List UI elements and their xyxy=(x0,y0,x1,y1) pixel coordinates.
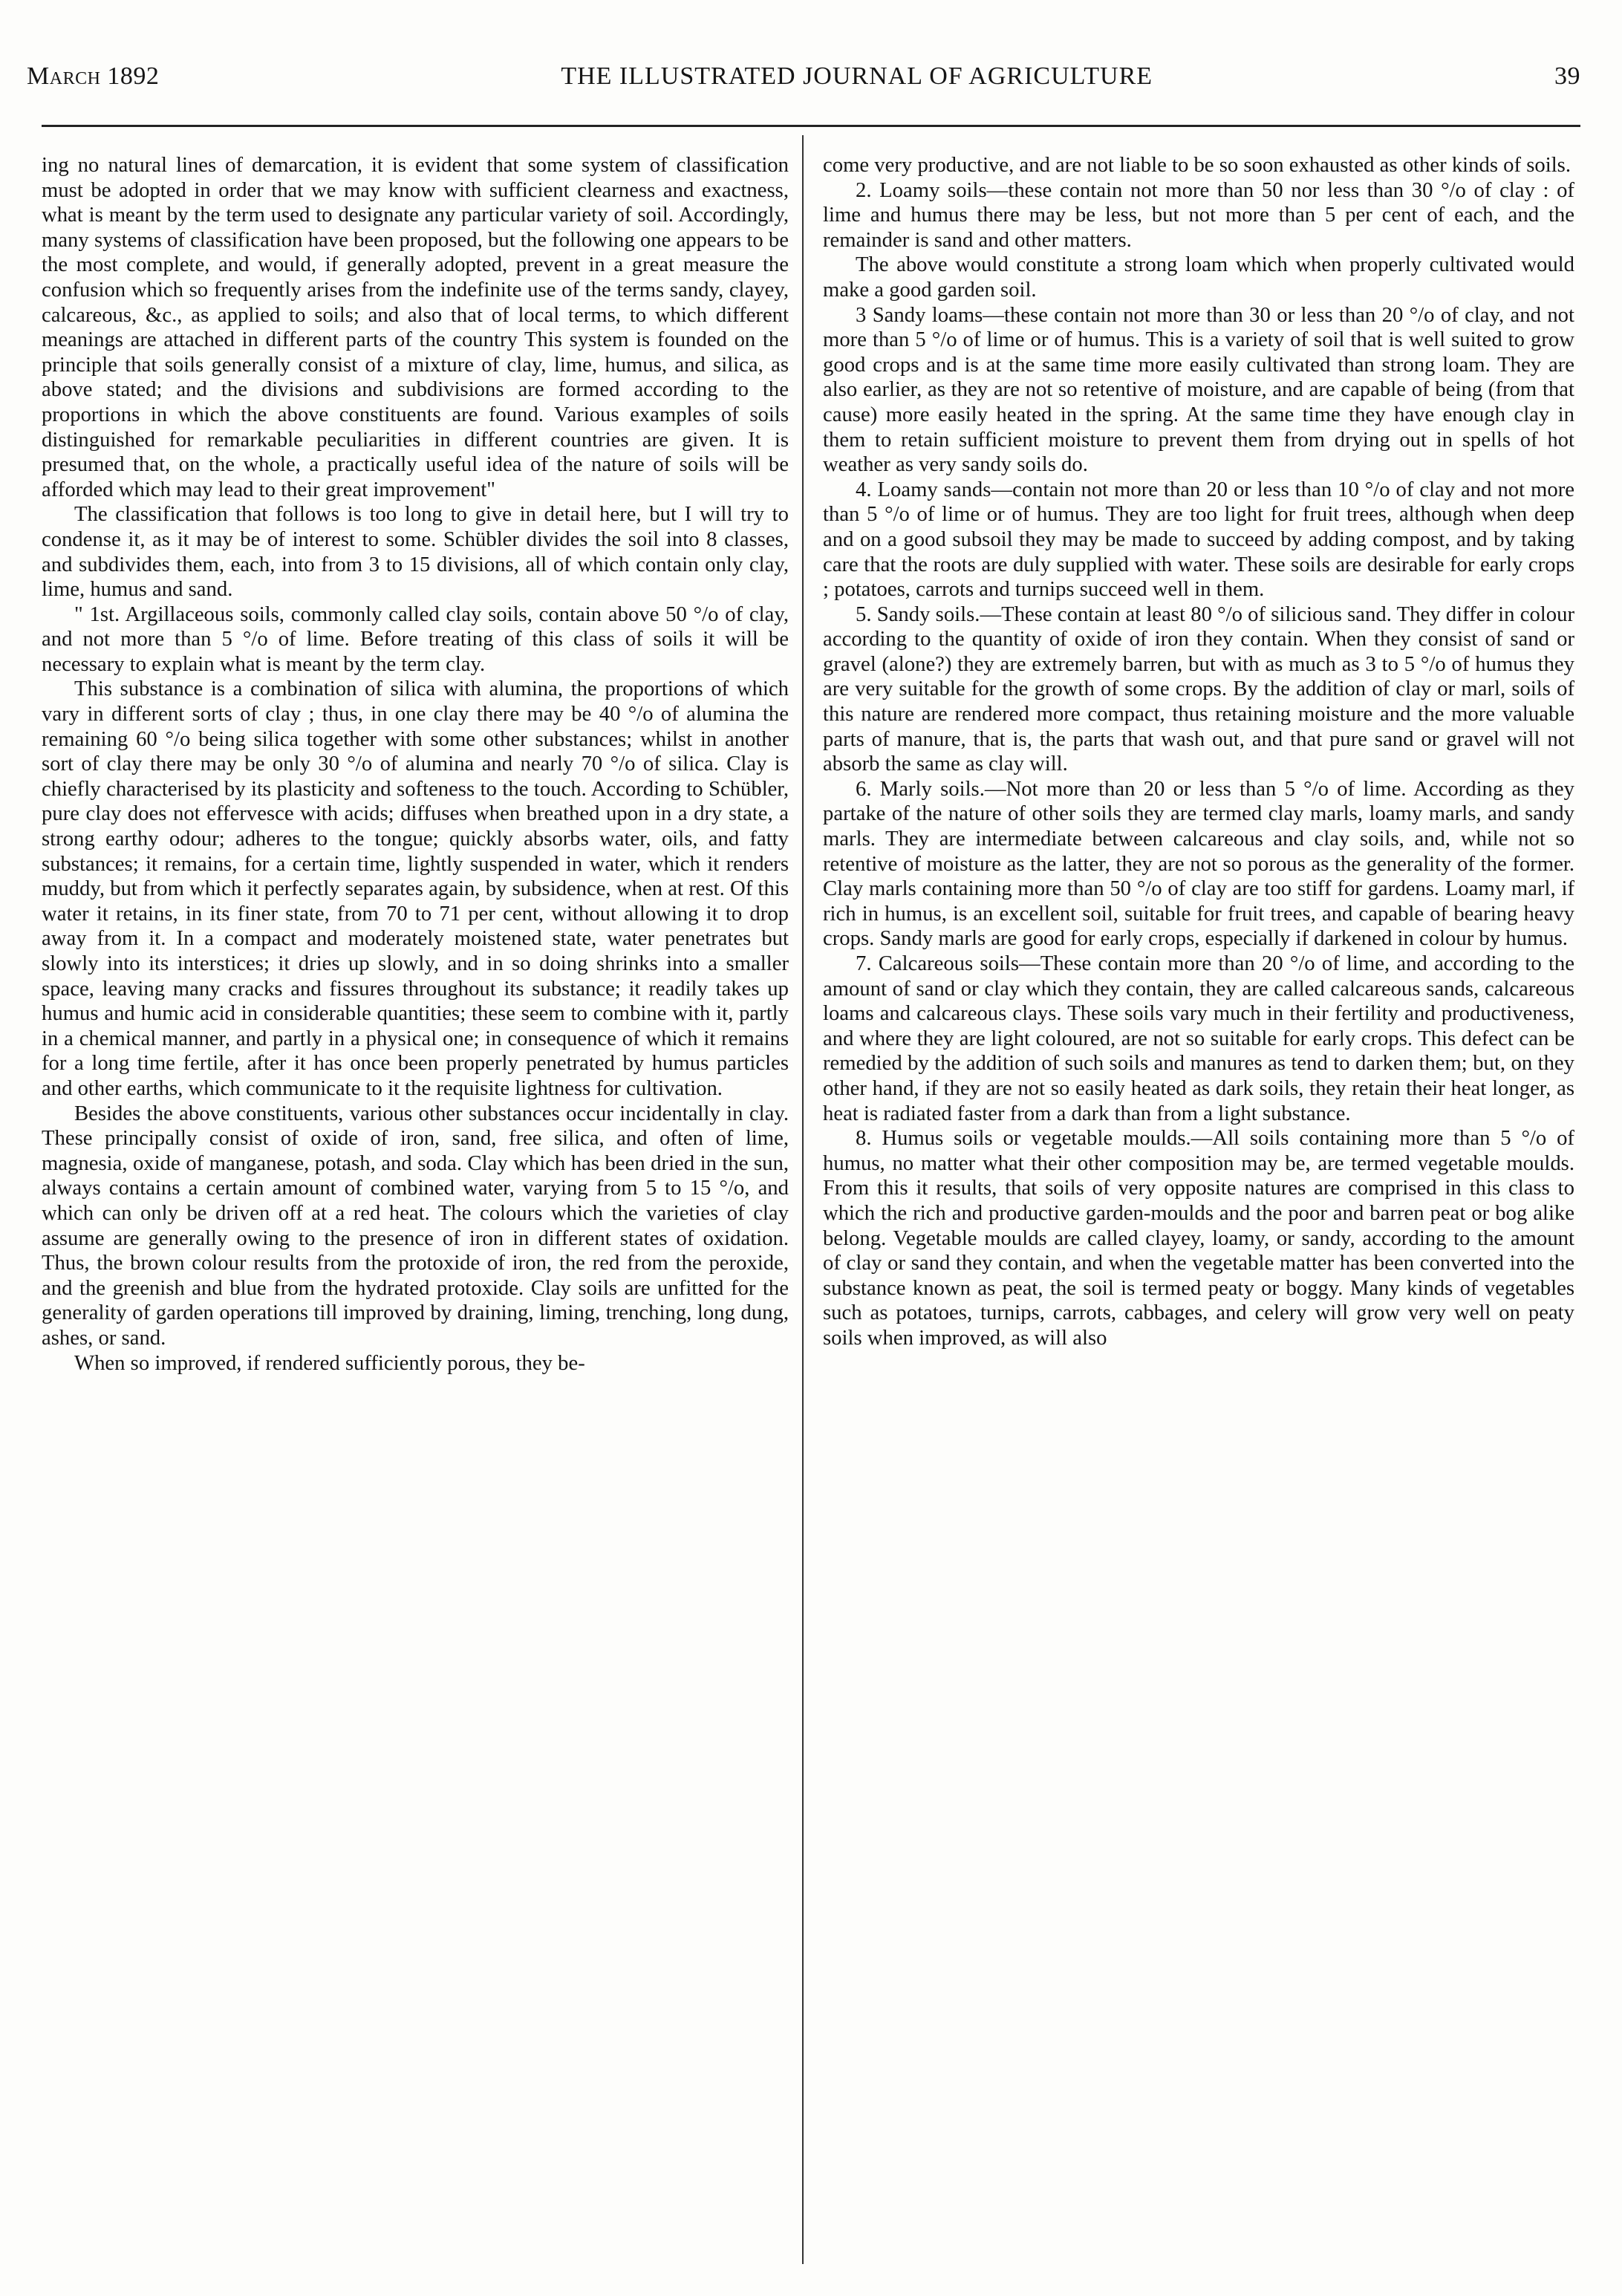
journal-title: THE ILLUSTRATED JOURNAL OF AGRICULTURE xyxy=(561,62,1153,90)
paragraph: 8. Humus soils or vegetable moulds.—All soils containing more than 5 °/o of humus, no matter what their other composition may be, are termed vegetable moulds. From this it results, that soils of very opposite natures are comprised in this class to which the rich and productive garden-moulds and the poor and barren peat or bog alike belong. Vegetable moulds are called clayey, loamy, or sandy, according to the amount of clay or sand they contain, and when the vegetable matter has been converted into the substance known as peat, the soil is termed peaty or boggy. Many kinds of vegetables such as potatoes, turnips, carrots, cabbages, and celery will grow very well on peaty soils when improved, as will also xyxy=(823,1126,1574,1350)
paragraph: The classification that follows is too long to give in detail here, but I will try to condense it, as it may be of interest to some. Schübler divides the soil into 8 classes, and subdivides them, each, into from 3 to 15 divisions, all of which contain only clay, lime, humus and sand. xyxy=(42,502,789,602)
column-divider xyxy=(802,135,804,2264)
paragraph: The above would constitute a strong loam which when properly cultivated would make a good garden soil. xyxy=(823,253,1574,302)
paragraph: ing no natural lines of demarcation, it is evident that some system of classification must be adopted in order that we may know with sufficient clearness and exactness, what is meant by the term used to designate any particular variety of soil. Accordingly, many systems of classification have been proposed, but the following one appears to be the most complete, and would, if generally adopted, prevent in a great measure the confusion which so frequently arises from the indefinite use of the terms sandy, clayey, calcareous, &c., as applied to soils; and also that of local terms, to which different meanings are attached in different parts of the country This system is founded on the principle that soils generally consist of a mixture of clay, lime, humus, and silica, as above stated; and the divisions and subdivisions are formed according to the proportions in which the above constituents are found. Various examples of soils distinguished for remarkable peculiarities in different countries are given. It is presumed that, on the whole, a practically useful idea of the nature of soils will be afforded which may lead to their great improvement" xyxy=(42,153,789,501)
left-column xyxy=(42,153,789,1376)
paragraph: Besides the above constituents, various other substances occur incidentally in clay. These principally consist of oxide of iron, sand, free silica, and often of lime, magnesia, oxide of manganese, potash, and soda. Clay which has been dried in the sun, always contains a certain amount of combined water, varying from 5 to 15 °/o, and which can only be driven off at a red heat. The colours which the varieties of clay assume are generally owing to the presence of iron in different states of oxidation. Thus, the brown colour results from the protoxide of iron, the red from the peroxide, and the greenish and blue from the hydrated protoxide. Clay soils are unfitted for the generality of garden operations till improved by draining, liming, trenching, long dung, ashes, or sand. xyxy=(42,1101,789,1350)
paragraph: 4. Loamy sands—contain not more than 20 or less than 10 °/o of clay and not more than 5 °/o of lime or of humus. They are too light for fruit trees, although when deep and on a good subsoil they may be made to succeed by adding compost, and by taking care that the roots are duly supplied with water. These soils are desirable for early crops ; potatoes, carrots and turnips succeed well in them. xyxy=(823,477,1574,602)
paragraph: 5. Sandy soils.—These contain at least 80 °/o of silicious sand. They differ in colour according to the quantity of oxide of iron they contain. When they consist of sand or gravel (alone?) they are extremely barren, but with as much as 3 to 5 °/o of humus they are very suitable for the growth of some crops. By the addition of clay or marl, soils of this nature are rendered more compact, thus retaining moisture and the more valuable parts of manure, that is, the parts that wash out, and that pure sand or gravel will not absorb the same as clay will. xyxy=(823,602,1574,776)
running-header xyxy=(27,62,1580,104)
paragraph: " 1st. Argillaceous soils, commonly called clay soils, contain above 50 °/o of clay, and not more than 5 °/o of lime. Before treating of this class of soils it will be necessary to explain what is meant by the term clay. xyxy=(42,602,789,676)
paragraph: 2. Loamy soils—these contain not more than 50 nor less than 30 °/o of clay : of lime and humus there may be less, but not more than 5 per cent of each, and the remainder is sand and other matters. xyxy=(823,178,1574,252)
right-column xyxy=(823,153,1574,1351)
paragraph: When so improved, if rendered sufficiently porous, they be- xyxy=(74,1350,585,1375)
page-number: 39 xyxy=(1554,62,1580,90)
paragraph: 6. Marly soils.—Not more than 20 or less than 5 °/o of lime. According as they partake of the nature of other soils they are termed clay marls, loamy marls, and sandy marls. They are intermediate between calcareous and clay soils, and, while not so retentive of moisture as the latter, they are not so porous as the generality of the former. Clay marls containing more than 50 °/o of clay are too stiff for gardens. Loamy marl, if rich in humus, is an excellent soil, suitable for fruit trees, and capable of bearing heavy crops. Sandy marls are good for early crops, especially if darkened in colour by humus. xyxy=(823,776,1574,951)
header-rule xyxy=(42,125,1580,127)
paragraph: 3 Sandy loams—these contain not more than 30 or less than 20 °/o of clay, and not more than 5 °/o of lime or of humus. This is a variety of soil that is well suited to grow good crops and is at the same time more easily cultivated than strong loam. They are also earlier, as they are not so retentive of moisture, and are capable of being (from that cause) more easily heated in the spring. At the same time they have enough clay in them to retain sufficient moisture to prevent them from drying out in spells of hot weather as very sandy soils do. xyxy=(823,302,1574,477)
paragraph: come very productive, and are not liable to be so soon exhausted as other kinds of soils. xyxy=(823,153,1571,177)
paragraph: This substance is a combination of silica with alumina, the proportions of which vary in different sorts of clay ; thus, in one clay there may be 40 °/o of alumina the remaining 60 °/o being silica together with some other substances; whilst in another sort of clay there may be only 30 °/o of alumina and nearly 70 °/o of silica. Clay is chiefly characterised by its plasticity and softeness to the touch. According to Schübler, pure clay does not effervesce with acids; diffuses when breathed upon in a dry state, a strong earthy odour; adheres to the tongue; quickly absorbs water, oils, and fatty substances; it remains, for a certain time, lightly suspended in water, which it renders muddy, but from which it perfectly separates again, by subsidence, when at rest. Of this water it retains, in its finer state, from 70 to 71 per cent, without allowing it to drop away from it. In a compact and moderately moistened state, water penetrates but slowly into its interstices; it dries up slowly, and in so doing shrinks into a smaller space, leaving many cracks and fissures throughout its substance; it readily takes up humus and humic acid in considerable quantities; these seem to combine with it, partly in a chemical manner, and partly in a physical one; in consequence of which it remains for a long time fertile, after it has once been properly penetrated by humus particles and other earths, which communicate to it the requisite lightness for cultivation. xyxy=(42,677,789,1100)
issue-date: March 1892 xyxy=(27,62,160,90)
paragraph: 7. Calcareous soils—These contain more than 20 °/o of lime, and according to the amount of sand or clay which they contain, they are called calcareous sands, calcareous loams and calcareous clays. These soils vary much in their fertility and productiveness, and where they are light coloured, are not so suitable for early crops. This defect can be remedied by the addition of such soils and manures as tend to darken them; but, on they other hand, if they are not so easily heated as dark soils, they retain their heat longer, as heat is radiated faster from a dark than from a light substance. xyxy=(823,952,1574,1125)
